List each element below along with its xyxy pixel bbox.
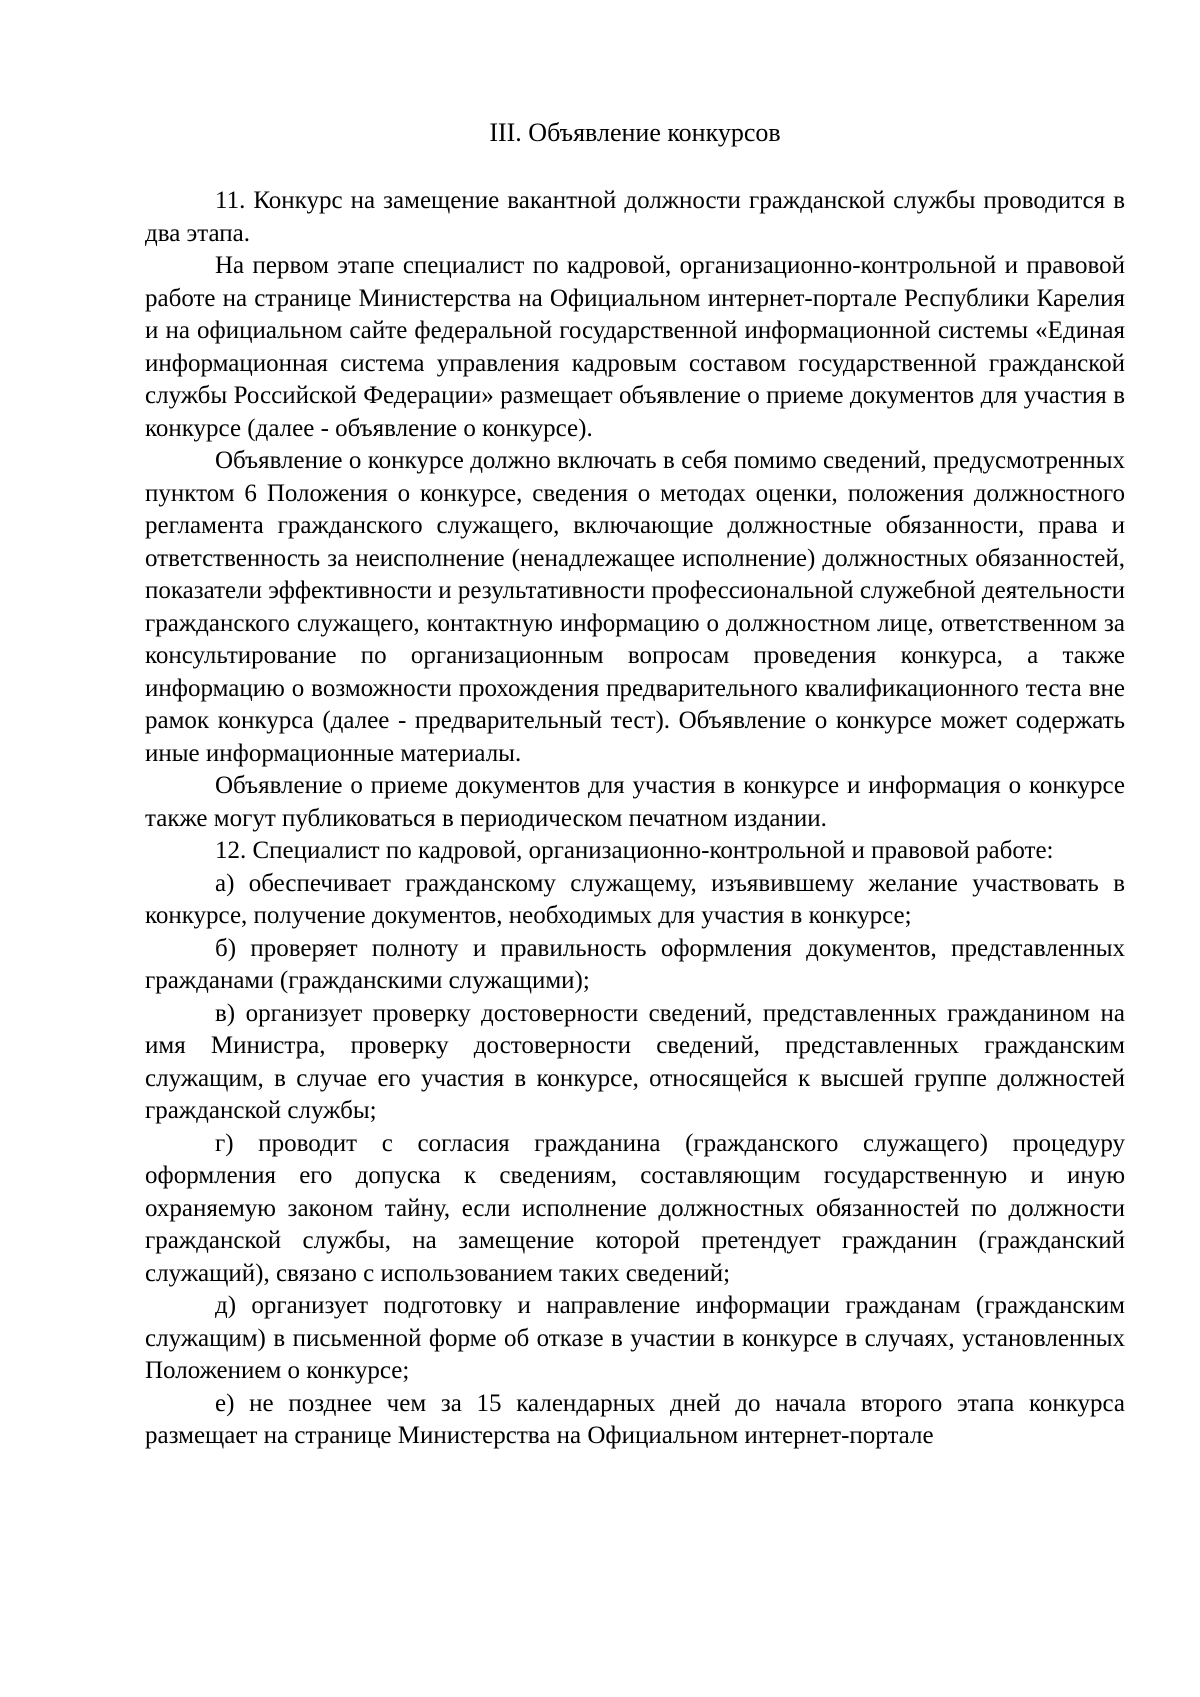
list-item-d: д) организует подготовку и направление информации гражданам (гражданским служащим) в письменной форме об отказе в участии в конкурсе в случаях, установленных Положением о конкурсе; <box>145 1292 1125 1384</box>
list-item-e: е) не позднее чем за 15 календарных дней до начала второго этапа конкурса размещает на странице Министерства на Официальном интернет-портале <box>145 1389 1125 1449</box>
document-body <box>145 185 1125 1453</box>
paragraph-first-stage: На первом этапе специалист по кадровой, организационно-контрольной и правовой работе на странице Министерства на Официальном интернет-портале Республики Карелия и на официальном сайте федеральной государственной информационной системы «Единая информационная система управления кадровым составом государственной гражданской службы Российской Федерации» размещает объявление о приеме документов для участия в конкурсе (далее - объявление о конкурсе). <box>145 252 1125 442</box>
paragraph-11: 11. Конкурс на замещение вакантной должности гражданской службы проводится в два этапа. <box>145 187 1125 247</box>
list-item-a: а) обеспечивает гражданскому служащему, изъявившему желание участвовать в конкурсе, получение документов, необходимых для участия в конкурсе; <box>145 869 1125 929</box>
paragraph-periodical: Объявление о приеме документов для участия в конкурсе и информация о конкурсе также могут публиковаться в периодическом печатном издании. <box>145 772 1125 832</box>
list-item-g: г) проводит с согласия гражданина (гражданского служащего) процедуру оформления его допуска к сведениям, составляющим государственную и иную охраняемую законом тайну, если исполнение должностных обязанностей по должности гражданской службы, на замещение которой претендует гражданин (гражданский служащий), связано с использованием таких сведений; <box>145 1129 1125 1287</box>
list-item-b: б) проверяет полноту и правильность оформления документов, представленных гражданами (гражданскими служащими); <box>145 934 1125 994</box>
paragraph-12: 12. Специалист по кадровой, организационно-контрольной и правовой работе: <box>215 837 1054 864</box>
paragraph-announcement-content: Объявление о конкурсе должно включать в себя помимо сведений, предусмотренных пунктом 6 Положения о конкурсе, сведения о методах оценки, положения должностного регламента гражданского служащего, включающие должностные обязанности, права и ответственность за неисполнение (ненадлежащее исполнение) должностных обязанностей, показатели эффективности и результативности профессиональной служебной деятельности гражданского служащего, контактную информацию о должностном лице, ответственном за консультирование по организационным вопросам проведения конкурса, а также информацию о возможности прохождения предварительного квалификационного теста вне рамок конкурса (далее - предварительный тест). Объявление о конкурсе может содержать иные информационные материалы. <box>145 447 1125 767</box>
section-heading: III. Объявление конкурсов <box>489 118 781 147</box>
list-item-v: в) организует проверку достоверности сведений, представленных гражданином на имя Министра, проверку достоверности сведений, представленных гражданским служащим, в случае его участия в конкурсе, относящейся к высшей группе должностей гражданской службы; <box>145 999 1125 1124</box>
